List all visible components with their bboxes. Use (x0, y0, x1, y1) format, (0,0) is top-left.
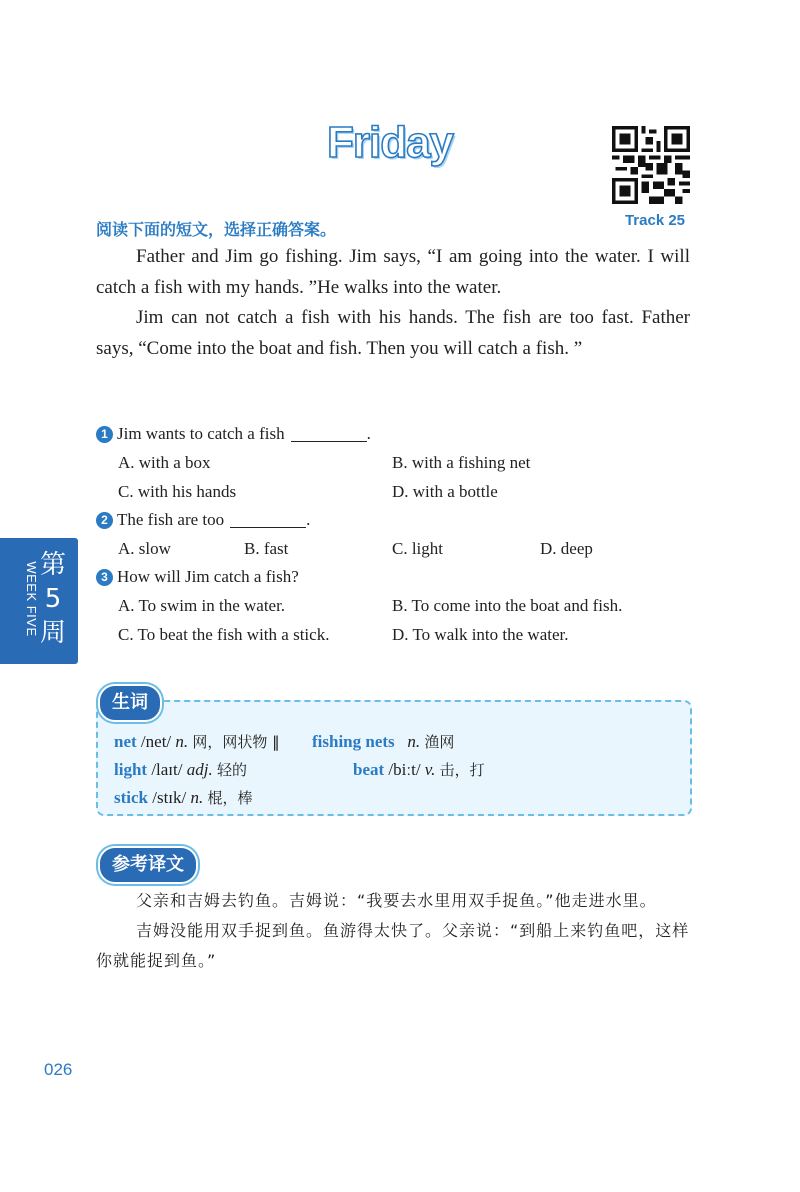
passage-paragraph: Father and Jim go fishing. Jim says, “I am going into the water. I will catch a fish with my hands. ”He walks into the water. (96, 246, 690, 298)
question-end: . (306, 510, 311, 529)
question-end: . (366, 424, 371, 443)
page-title: Friday (326, 118, 454, 167)
translation-paragraph: 吉姆没能用双手捉到鱼。鱼游得太快了。父亲说：“到船上来钓鱼吧，这样你就能捉到鱼。” (96, 921, 690, 970)
question-number: 1 (96, 426, 113, 443)
track-label: Track 25 (624, 212, 686, 229)
passage-paragraph: Jim can not catch a fish with his hands. The fish are too fast. Father says, “Come into the boat and fish. Then you will catch a fish. ” (96, 307, 690, 359)
option-c[interactable]: C. with his hands (118, 482, 237, 501)
option-b[interactable]: B. with a fishing net (392, 453, 531, 472)
instruction-text: 阅读下面的短文，选择正确答案。 (96, 220, 337, 239)
question-text: How will Jim catch a fish? (117, 567, 299, 586)
option-a[interactable]: A. To swim in the water. (118, 596, 286, 615)
option-d[interactable]: D. with a bottle (392, 482, 498, 501)
question-number: 2 (96, 512, 113, 529)
question-text: The fish are too (117, 510, 225, 529)
question-text: Jim wants to catch a fish (117, 424, 285, 443)
vocab-heading: 生词 (98, 684, 162, 722)
question-2 (96, 510, 310, 530)
question-3 (96, 567, 299, 587)
week-tab (0, 538, 78, 664)
option-c[interactable]: C. To beat the fish with a stick. (118, 625, 330, 644)
option-c[interactable]: C. light (392, 539, 444, 558)
option-d[interactable]: D. To walk into the water. (392, 625, 569, 644)
vocab-item-stick: stick /stɪk/ n. 棍，棒 (114, 788, 253, 807)
vocab-item-fishing-nets: fishing nets n. 渔网 (312, 732, 455, 751)
qr-code-icon[interactable] (612, 126, 690, 204)
vocab-item-light: light /laɪt/ adj. 轻的 (114, 760, 247, 779)
translation-paragraph: 父亲和吉姆去钓鱼。吉姆说：“我要去水里用双手捉鱼。”他走进水里。 (136, 891, 657, 910)
option-d[interactable]: D. deep (540, 539, 593, 558)
page-number: 026 (44, 1060, 73, 1079)
option-a[interactable]: A. with a box (118, 453, 211, 472)
week-tab-english: WEEK FIVE (24, 561, 39, 637)
question-1 (96, 424, 371, 444)
option-a[interactable]: A. slow (118, 539, 171, 558)
week-tab-label: 第 5 周 (39, 550, 66, 648)
vocab-item-beat: beat /biːt/ v. 击，打 (353, 760, 485, 779)
answer-blank[interactable] (230, 513, 306, 528)
answer-blank[interactable] (291, 427, 367, 442)
translation-text (96, 886, 690, 976)
question-number: 3 (96, 569, 113, 586)
vocab-item-net: net /net/ n. 网，网状物 ‖ (114, 732, 280, 751)
option-b[interactable]: B. fast (244, 539, 289, 558)
option-b[interactable]: B. To come into the boat and fish. (392, 596, 623, 615)
reading-passage (96, 242, 690, 364)
translation-heading: 参考译文 (98, 846, 198, 884)
